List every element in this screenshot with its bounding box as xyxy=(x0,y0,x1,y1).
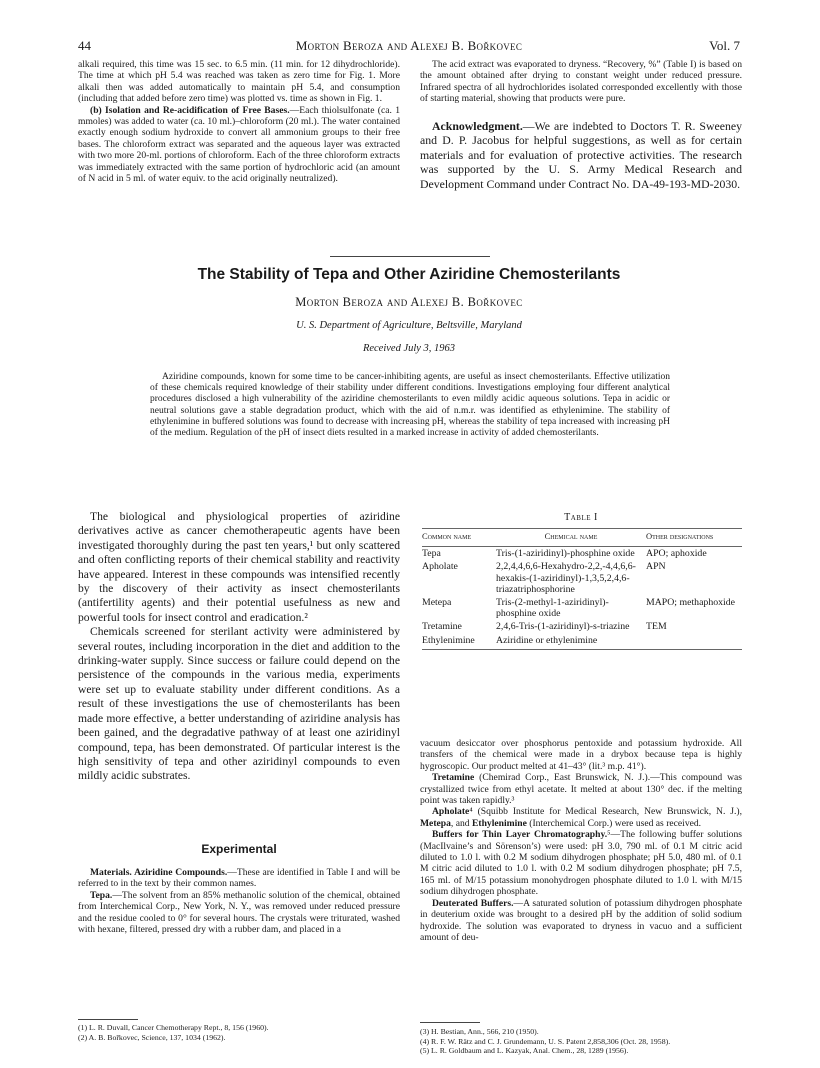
table-cell: 2,4,6-Tris-(1-aziridinyl)-s-triazine xyxy=(496,621,630,633)
paragraph: vacuum desiccator over phosphorus pentoxide and potassium hydroxide. All transfers of the chemical were made in a drybox because tepa is highly hygroscopic. Our product melted at 41–43° (lit.³ m.p. 41°). xyxy=(420,738,742,772)
abstract: Aziridine compounds, known for some time to be cancer-inhibiting agents, are useful as insect chemosterilants. Effective utilization of these chemicals required knowledge of their stability under different conditions. Investigations employing four different analytical procedures disclosed a high vulnerability of the aziridine chemosterilants to even mildly acidic aqueous solutions. Tepa in acidic or neutral solutions gave a stable degradation product, which with the aid of n.m.r. was identified as ethylenimine. The stability of ethylenimine in buffered solutions was found to decrease with increasing pH, whereas the stability of tepa increased with increasing pH of the medium. Regulation of the pH of insect diets resulted in a marked increase in activity of added chemosterilants. xyxy=(150,372,670,439)
paragraph: Buffers for Thin Layer Chromatography.⁵—The following buffer solutions (MacIlvaine’s and Sörenson’s) were used: pH 3.0, 790 ml. of 0.1 M citric acid diluted to 1.0 l. with 0.2 M sodium dihydrogen phosphate; pH 5.0, 480 ml. of 0.1 M citric acid diluted to 1.0 l. with 0.2 M sodium dihydrogen phosphate; pH 7.5, 165 ml. of M/15 potassium monohydrogen phosphate diluted to 1.0 l. with M/15 sodium dihydrogen phosphate. xyxy=(420,829,742,898)
table-cell: Ethylenimine xyxy=(422,634,496,650)
column-header: Chemical name xyxy=(496,529,646,547)
paragraph: Tepa.—The solvent from an 85% methanolic solution of the chemical, obtained from Interchemical Corp., New York, N. Y., was removed under reduced pressure and the residue cooled to 0° for several hours. The crystals were triturated, washed with hexane, filtered, pressed dry with a rubber dam, and placed in a xyxy=(78,889,400,936)
author-affiliation: U. S. Department of Agriculture, Beltsville, Maryland xyxy=(296,320,522,331)
section-heading-experimental: Experimental xyxy=(201,842,277,856)
paragraph: Materials. Aziridine Compounds.—These are identified in Table I and will be referred to in the text by their common names. xyxy=(78,867,400,890)
run-in-heading: Tretamine xyxy=(432,772,475,784)
footnotes-right xyxy=(420,1027,742,1056)
previous-article-continuation-right xyxy=(420,59,742,192)
table-cell: TEM xyxy=(646,621,667,633)
run-in-heading: Tepa. xyxy=(90,889,113,901)
table-header-row xyxy=(422,529,742,547)
acknowledgment: Acknowledgment.—We are indebted to Doctors T. R. Sweeney and D. P. Jacobus for helpful suggestions, as well as for certain materials and for evaluation of protective activities. The research was supported by the U. S. Army Medical Research and Development Command under Contract No. DA-49-193-MD-2030. xyxy=(420,118,742,191)
run-in-heading: Metepa xyxy=(420,817,451,829)
paragraph: Apholate⁴ (Squibb Institute for Medical Research, New Brunswick, N. J.), Metepa, and Ethylenimine (Interchemical Corp.) were used as received. xyxy=(420,806,742,829)
acknowledgment-heading: Acknowledgment. xyxy=(432,118,523,133)
run-in-heading: Apholate xyxy=(432,806,470,818)
footnotes-left xyxy=(78,1023,400,1042)
experimental-section xyxy=(78,867,400,935)
table-cell: Tepa xyxy=(422,548,441,560)
article-divider xyxy=(330,256,490,257)
table-row xyxy=(422,596,742,620)
table-row xyxy=(422,620,742,633)
run-in-heading: Ethylenimine xyxy=(471,817,527,829)
running-header xyxy=(78,38,740,56)
footnote: (5) L. R. Goldbaum and L. Kazyak, Anal. Chem., 28, 1289 (1956). xyxy=(420,1046,629,1056)
paragraph: (b) Isolation and Re-acidification of Free Bases.—Each thiolsulfonate (ca. 1 mmoles) was added to water (ca. 10 ml.)–chloroform (20 ml.). The water contained exactly enough sodium hydroxide to convert all ammonium groups to their free bases. The chloroform extract was separated and the aqueous layer was extracted with two more 20-ml. portions of chloroform. Each of the three chloroform extracts was immediately extracted with the same portion of hydrochloric acid (an amount of N acid in 5 ml. of water equiv. to the acid originally neutralized). xyxy=(78,104,400,185)
paragraph: Tretamine (Chemirad Corp., East Brunswick, N. J.).—This compound was crystallized twice from ethyl acetate. It melted at about 130° dec. if the melting point was taken rapidly.³ xyxy=(420,772,742,807)
article-title: The Stability of Tepa and Other Aziridine Chemosterilants xyxy=(197,266,621,283)
table-cell: Aziridine or ethylenimine xyxy=(496,634,646,650)
footnote: (1) L. R. Duvall, Cancer Chemotherapy Rept., 8, 156 (1960). xyxy=(78,1023,269,1032)
run-in-heading: (b) Isolation and Re-acidification of Free Bases. xyxy=(90,104,290,116)
run-in-heading: Buffers for Thin Layer Chromatography. xyxy=(432,829,608,841)
table-cell: APN xyxy=(646,561,666,573)
run-in-heading: Deuterated Buffers. xyxy=(432,897,514,909)
paragraph: The biological and physiological properties of aziridine derivatives active as cancer chemotherapeutic agents have been investigated thoroughly during the past ten years,¹ but only scattered and often conflicting reports of their chemical stability and reactivity have appeared. Interest in these compounds was intensified recently by the discovery of their activity as insect chemosterilants (antifertility agents) and their potential usefulness as new and powerful tools for insect control and eradication.² xyxy=(78,510,400,624)
column-header: Common name xyxy=(422,529,496,547)
article-authors: Morton Beroza and Alexej B. Bořkovec xyxy=(295,295,523,309)
table-caption: Table I xyxy=(564,512,598,523)
paragraph: Deuterated Buffers.—A saturated solution of potassium dihydrogen phosphate in deuterium oxide was brought to a desired pH by the addition of solid sodium hydroxide. The solution was evaporated to dryness in vacuo and a sufficient amount of deu- xyxy=(420,897,742,943)
previous-article-continuation-left xyxy=(78,59,400,184)
compounds-table xyxy=(422,528,742,650)
footnote: (3) H. Bestian, Ann., 566, 210 (1950). xyxy=(420,1027,539,1036)
received-date: Received July 3, 1963 xyxy=(362,343,456,354)
column-header: Other designations xyxy=(646,529,742,547)
paragraph: Chemicals screened for sterilant activity were administered by several routes, including incorporation in the diet and addition to the drinking-water supply. Since success or failure could depend on the persistence of the compounds in the various media, experiments were set up to evaluate stability under different conditions. As a result of these investigations the use of chemosterilants has been made more effective, a better understanding of aziridine analysis has been gained, and the degradative pathway of at least one aziridinyl compound, tepa, has been demonstrated. Of particular interest is the high sensitivity of tepa and other aziridinyl compounds to even mildly acidic substrates. xyxy=(78,625,400,783)
table-row xyxy=(422,547,742,561)
page-number: 44 xyxy=(78,38,91,53)
table-cell: Metepa xyxy=(422,597,452,609)
paragraph: alkali required, this time was 15 sec. to 6.5 min. (11 min. for 12 dihydrochloride). The time at which pH 5.4 was reached was taken as zero time for Fig. 1. More alkali then was added automatically to maintain pH 5.4, and consumption (including that added before zero time) was plotted vs. time as shown in Fig. 1. xyxy=(78,59,400,105)
table-cell xyxy=(646,634,742,650)
table-cell: APO; aphoxide xyxy=(646,548,707,560)
table-cell: Apholate xyxy=(422,561,458,573)
introduction xyxy=(78,510,400,784)
table-cell: 2,2,4,4,6,6-Hexahydro-2,2,-4,4,6,6-hexakis-(1-aziridinyl)-1,3,5,2,4,6-triazatriphosphorine xyxy=(496,561,636,595)
table-cell: Tris-(1-aziridinyl)-phosphine oxide xyxy=(496,548,635,560)
footnote-divider xyxy=(78,1019,138,1020)
footnote: (2) A. B. Bořkovec, Science, 137, 1034 (1962). xyxy=(78,1032,226,1042)
footnote: (4) R. F. W. Rätz and C. J. Grundemann, U. S. Patent 2,858,306 (Oct. 28, 1958). xyxy=(420,1036,671,1046)
footnote-divider xyxy=(420,1022,480,1023)
table-row xyxy=(422,634,742,650)
table-cell: Tretamine xyxy=(422,621,462,633)
running-header-authors: Morton Beroza and Alexej B. Bořkovec xyxy=(295,38,523,53)
volume-label: Vol. 7 xyxy=(709,38,740,53)
table-cell: MAPO; methaphoxide xyxy=(646,597,735,609)
run-in-heading: Materials. Aziridine Compounds. xyxy=(90,867,228,878)
paragraph: The acid extract was evaporated to dryness. “Recovery, %” (Table I) is based on the amount obtained after drying to constant weight under reduced pressure. Infrared spectra of all hydrochlorides isolated corresponded excellently with those of starting material, showing that products were pure. xyxy=(420,59,742,105)
table-row xyxy=(422,560,742,596)
materials-continuation xyxy=(420,738,742,943)
table-cell: Tris-(2-methyl-1-aziridinyl)-phosphine oxide xyxy=(496,597,609,620)
